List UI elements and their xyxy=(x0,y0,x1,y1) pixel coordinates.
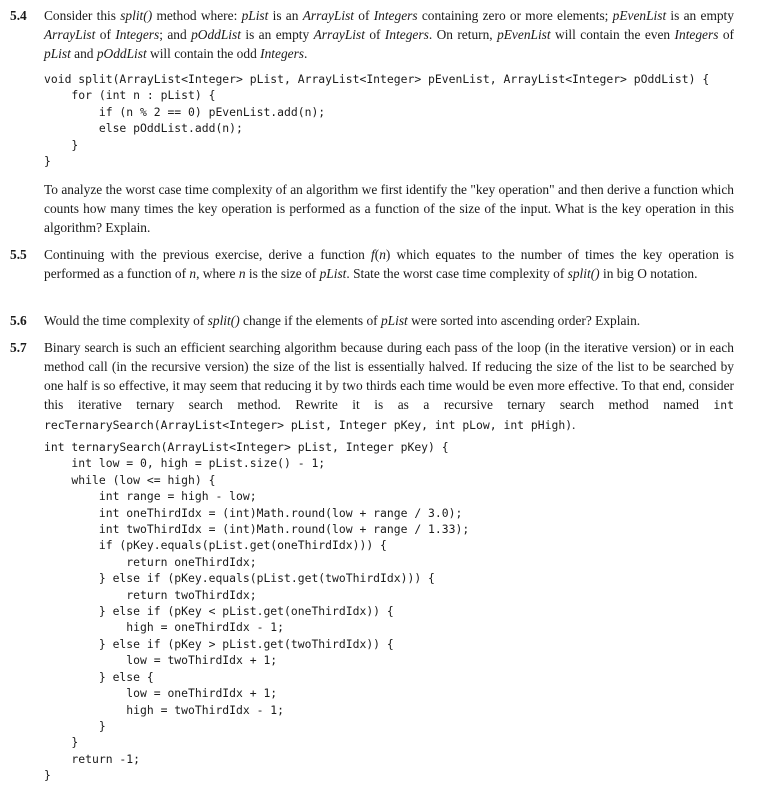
exercise-5-4-question xyxy=(0,180,762,237)
exercise-5-6-text: Would the time complexity of split() change if the elements of pList were sorted into ascending order? Explain. xyxy=(44,313,641,328)
key-operation-question: To analyze the worst case time complexity of an algorithm we first identify the "key operation" and then derive a function which counts how many times the key operation is performed as a function of the size of the input. What is the key operation in this algorithm? Explain. xyxy=(44,182,734,235)
exercise-5-4 xyxy=(0,6,762,63)
exercise-5-7-text: Binary search is such an efficient searching algorithm because during each pass of the loop (in the iterative version) or in each method call (in the recursive version) the size of the list is essentially halved. If reducing the size of the list to be searched by one half is so effective, it may seem that reducing it by two thirds each time would be even more effective. To that end, consider this iterative ternary search method. Rewrite it is as a recursive ternary search method named int recTernarySearch(ArrayList<Integer> pList, Integer pKey, int pLow, int pHigh). xyxy=(44,340,734,432)
exercise-5-5 xyxy=(0,245,762,283)
split-method-code: void split(ArrayList<Integer> pList, ArrayList<Integer> pEvenList, ArrayList<Integer> pOddList) { for (int n : pList) { if (n % 2 == 0) pEvenList.add(n); else pOddList.add(n); } } xyxy=(44,72,710,169)
exercise-number: 5.4 xyxy=(10,8,27,23)
exercise-5-6 xyxy=(0,311,762,330)
exercise-number: 5.5 xyxy=(10,247,27,262)
exercise-5-4-text: Consider this split() method where: pList is an ArrayList of Integers containing zero or more elements; pEvenList is an empty ArrayList of Integers; and pOddList is an empty ArrayList of Integers. On return, pEvenList will contain the even Integers of pList and pOddList will contain the odd Integers. xyxy=(44,8,734,61)
exercise-5-5-text: Continuing with the previous exercise, derive a function f(n) which equates to the number of times the key operation is performed as a function of n, where n is the size of pList. State the worst case time complexity of split() in big O notation. xyxy=(44,247,734,281)
exercise-number: 5.6 xyxy=(10,313,27,328)
exercise-number: 5.7 xyxy=(10,340,27,355)
exercise-5-7 xyxy=(0,338,762,435)
ternary-search-code: int ternarySearch(ArrayList<Integer> pList, Integer pKey) { int low = 0, high = pList.size() - 1; while (low <= high) { int range = high - low; int oneThirdIdx = (int)Math.round(low + range / 3.0); int twoThirdIdx = (int)Math.round(low + range / 1.33); if (pKey.equals(pList.get(oneThirdIdx))) { return oneThirdIdx; } else if (pKey.equals(pList.get(twoThirdIdx))) { return twoThirdIdx; } else if (pKey < pList.get(oneThirdIdx)) { high = oneThirdIdx - 1; } else if (pKey > pList.get(twoThirdIdx)) { low = twoThirdIdx + 1; } else { low = oneThirdIdx + 1; high = twoThirdIdx - 1; } } return -1; } xyxy=(44,440,470,783)
